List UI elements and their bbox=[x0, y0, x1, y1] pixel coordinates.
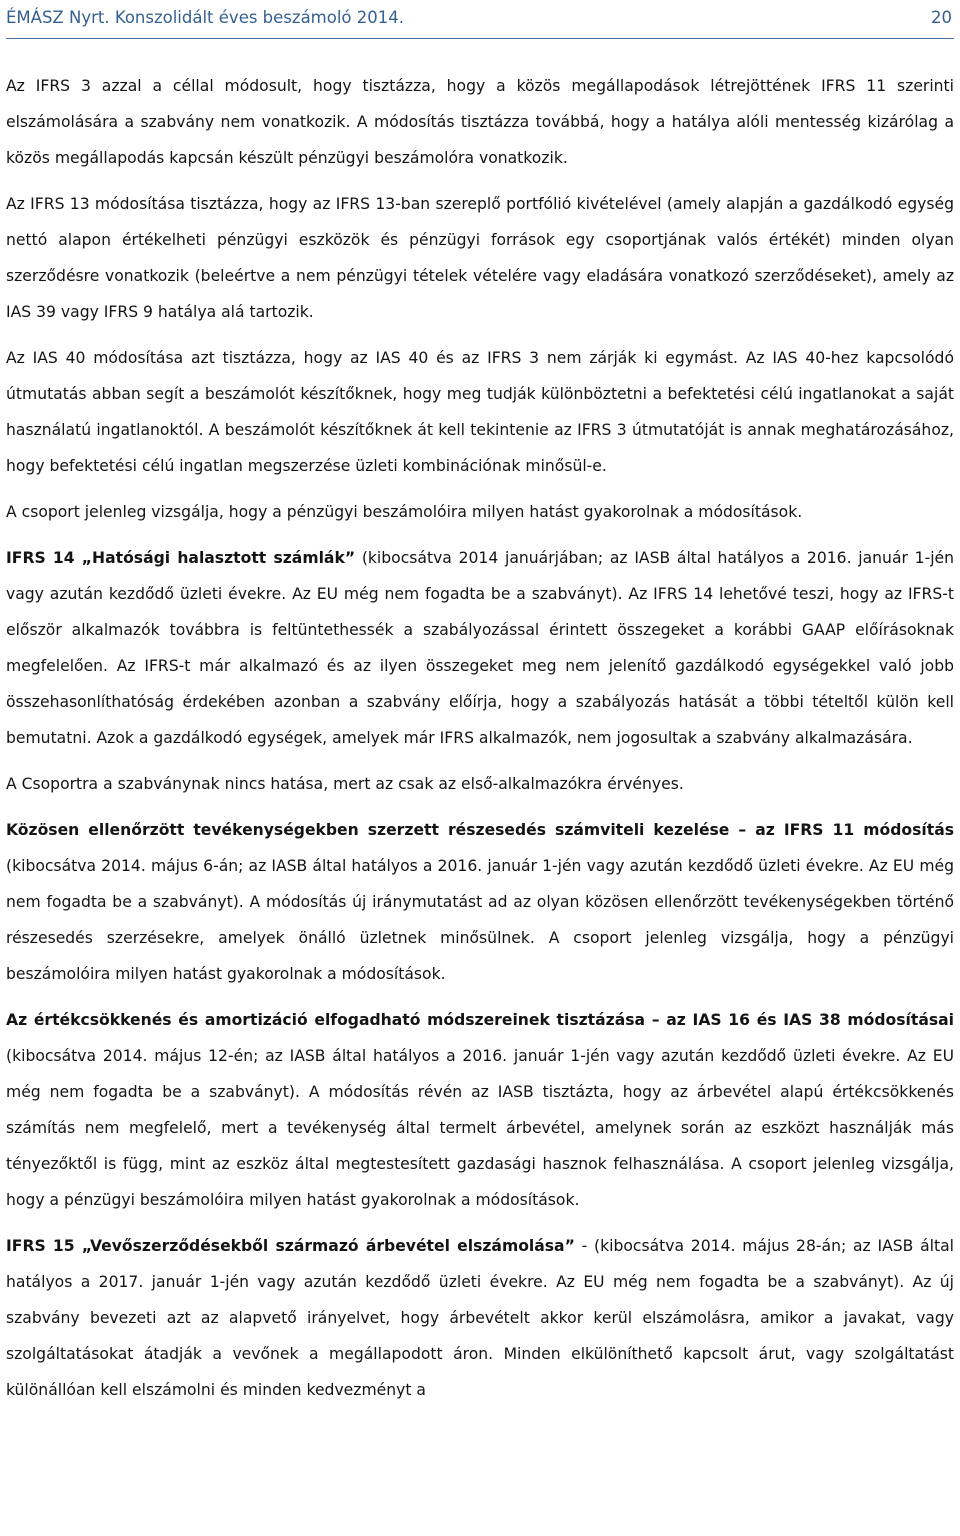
heading-ifrs15: IFRS 15 „Vevőszerződésekből származó árbevétel elszámolása” bbox=[6, 1237, 575, 1255]
paragraph-group-review: A csoport jelenleg vizsgálja, hogy a pénzügyi beszámolóira milyen hatást gyakorolnak a módosítások. bbox=[6, 503, 803, 521]
heading-ifrs11: Közösen ellenőrzött tevékenységekben szerzett részesedés számviteli kezelése – az IFRS 11 módosítás bbox=[6, 821, 954, 839]
paragraph-ias40: Az IAS 40 módosítása azt tisztázza, hogy az IAS 40 és az IFRS 3 nem zárják ki egymást. Az IAS 40-hez kapcsolódó útmutatás abban segít a beszámolót készítőknek, hogy meg tudják különböztetni a befektetési célú ingatlanokat a saját használatú ingatlanoktól. A beszámolót készítőknek át kell tekintenie az IFRS 3 útmutatóját is annak meghatározásához, hogy befektetési célú ingatlan megszerzése üzleti kombinációnak minősül-e. bbox=[6, 349, 954, 475]
paragraph-ifrs14-effect: A Csoportra a szabványnak nincs hatása, mert az csak az első-alkalmazókra érvényes. bbox=[6, 775, 684, 793]
paragraph-ias16-ias38 bbox=[6, 1002, 954, 1218]
paragraph-ifrs3: Az IFRS 3 azzal a céllal módosult, hogy tisztázza, hogy a közös megállapodások létrejöttének IFRS 11 szerinti elszámolására a szabvány nem vonatkozik. A módosítás tisztázza továbbá, hogy a hatálya alóli mentesség kizárólag a közös megállapodás kapcsán készült pénzügyi beszámolóra vonatkozik. bbox=[6, 77, 954, 167]
paragraph-ifrs15 bbox=[6, 1228, 954, 1408]
document-title: ÉMÁSZ Nyrt. Konszolidált éves beszámoló 2014. bbox=[6, 8, 405, 27]
document-body bbox=[6, 68, 954, 1408]
body-ias16-ias38: (kibocsátva 2014. május 12-én; az IASB által hatályos a 2016. január 1-jén vagy azután kezdődő üzleti évekre. Az EU még nem fogadta be a szabványt). A módosítás révén az IASB tisztázta, hogy az árbevétel alapú értékcsökkenés számítás nem megfelelő, mert a tevékenység által termelt árbevétel, amelynek során az eszközt használják más tényezőktől is függ, mint az eszköz által megtestesített gazdasági hasznok felhasználása. A csoport jelenleg vizsgálja, hogy a pénzügyi beszámolóira milyen hatást gyakorolnak a módosítások. bbox=[6, 1047, 954, 1209]
paragraph-ifrs14 bbox=[6, 540, 954, 756]
body-ifrs15: - (kibocsátva 2014. május 28-án; az IASB által hatályos a 2017. január 1-jén vagy azután kezdődő üzleti évekre. Az EU még nem fogadta be a szabványt). Az új szabvány bevezeti azt az alapvető irányelvet, hogy árbevételt akkor kerül elszámolásra, amikor a javakat, vagy szolgáltatásokat átadják a vevőnek a megállapodott áron. Minden elkülöníthető kapcsolt árut, vagy szolgáltatást különállóan kell elszámolni és minden kedvezményt a bbox=[6, 1237, 955, 1399]
paragraph-ifrs11 bbox=[6, 812, 954, 992]
body-ifrs14: (kibocsátva 2014 januárjában; az IASB által hatályos a 2016. január 1-jén vagy azután kezdődő üzleti évekre. Az EU még nem fogadta be a szabványt). Az IFRS 14 lehetővé teszi, hogy az IFRS-t először alkalmazók továbbra is feltüntethessék a szabályozással érintett összegeket a korábbi GAAP előírásoknak megfelelően. Az IFRS-t már alkalmazó és az ilyen összegeket meg nem jelenítő gazdálkodó egységekkel való jobb összehasonlíthatóság érdekében azonban a szabvány előírja, hogy a szabályozás hatását a többi tételtől külön kell bemutatni. Azok a gazdálkodó egységek, amelyek már IFRS alkalmazók, nem jogosultak a szabvány alkalmazására. bbox=[6, 549, 955, 747]
heading-ifrs14: IFRS 14 „Hatósági halasztott számlák” bbox=[6, 549, 356, 567]
body-ifrs11: (kibocsátva 2014. május 6-án; az IASB által hatályos a 2016. január 1-jén vagy azután kezdődő üzleti évekre. Az EU még nem fogadta be a szabványt). A módosítás új iránymutatást ad az olyan közösen ellenőrzött tevékenységekben történő részesedés szerzésekre, amelyek önálló üzletnek minősülnek. A csoport jelenleg vizsgálja, hogy a pénzügyi beszámolóira milyen hatást gyakorolnak a módosítások. bbox=[6, 857, 954, 983]
page-number: 20 bbox=[931, 8, 952, 27]
heading-ias16-ias38: Az értékcsökkenés és amortizáció elfogadható módszereinek tisztázása – az IAS 16 és IAS 38 módosításai bbox=[6, 1011, 954, 1029]
paragraph-ifrs13: Az IFRS 13 módosítása tisztázza, hogy az IFRS 13-ban szereplő portfólió kivételével (amely alapján a gazdálkodó egység nettó alapon értékelheti pénzügyi eszközök és pénzügyi források egy csoportjának valós értékét) minden olyan szerződésre vonatkozik (beleértve a nem pénzügyi tételek vételére vagy eladására vonatkozó szerződéseket), amely az IAS 39 vagy IFRS 9 hatálya alá tartozik. bbox=[6, 195, 954, 321]
page-header bbox=[6, 4, 954, 39]
